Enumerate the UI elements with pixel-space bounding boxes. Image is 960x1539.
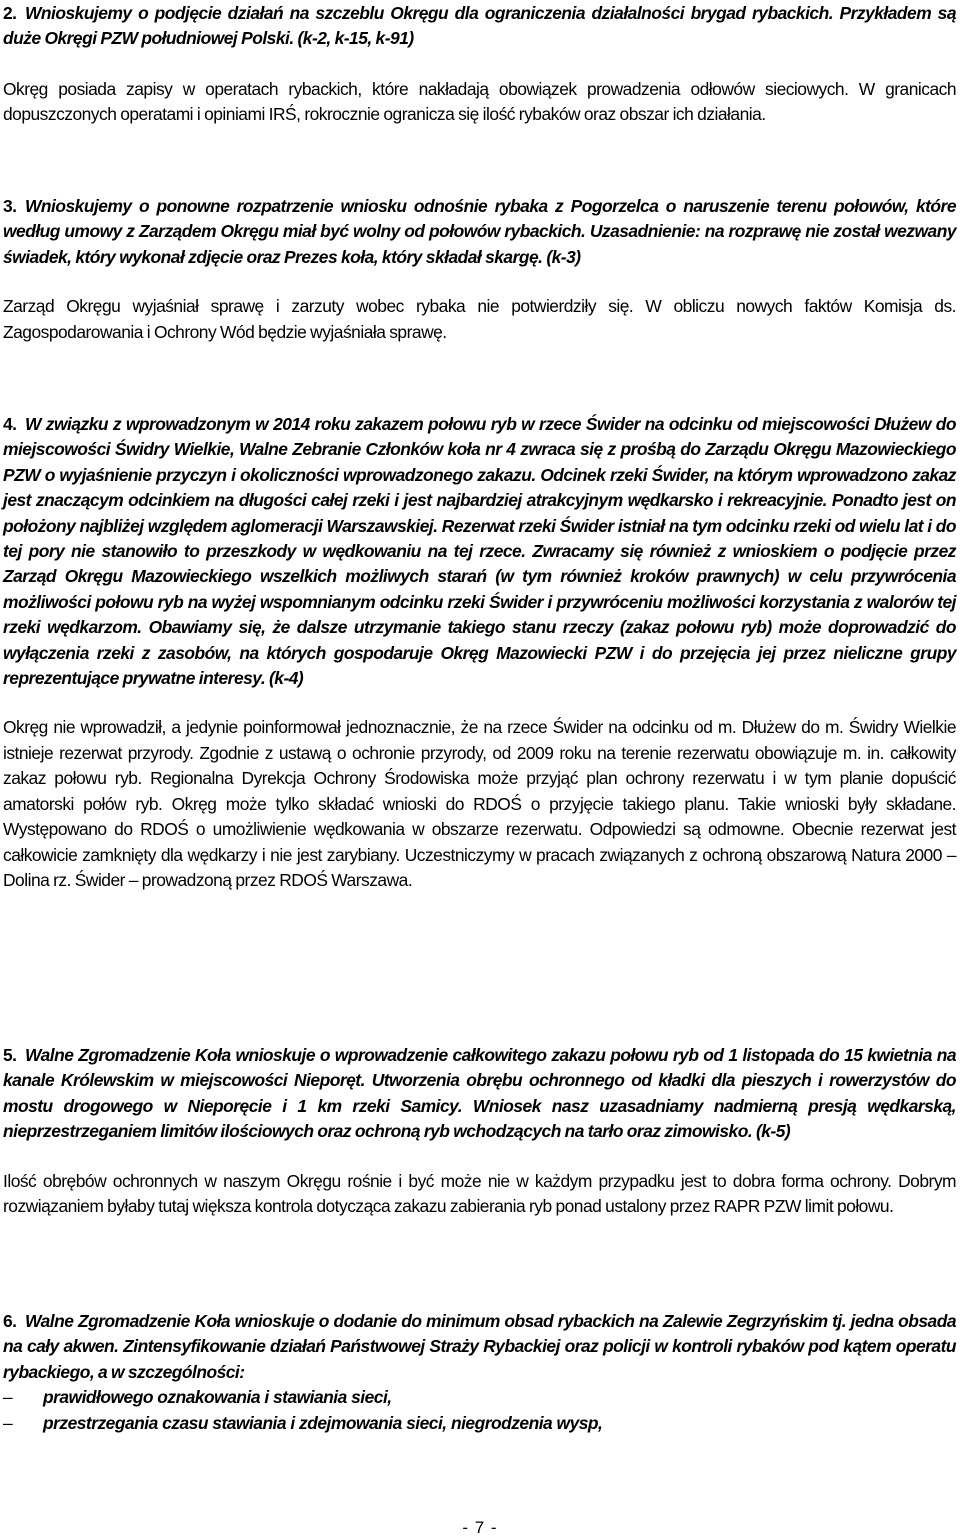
- item-4-number: 4.: [3, 414, 17, 434]
- item-5-heading: [3, 1043, 956, 1145]
- item-4-heading-text: W związku z wprowadzonym w 2014 roku zakazem połowu ryb w rzece Świder na odcinku od miejscowości Dłużew do miejscowości Świdry Wielkie, Walne Zebranie Członków koła nr 4 zwraca się z prośbą do Zarządu Okręgu Mazowieckiego PZW o wyjaśnienie przyczyn i okoliczności wprowadzonego zakazu. Odcinek rzeki Świder, na którym wprowadzono zakaz jest znaczącym odcinkiem na długości całej rzeki i jest najbardziej atrakcyjnym wędkarsko i rekreacyjnie. Ponadto jest on położony najbliżej względem aglomeracji Warszawskiej. Rezerwat rzeki Świder istniał na tym odcinku rzeki od wielu lat i do tej pory nie stanowiło to przeszkody w wędkowaniu na tej rzece. Zwracamy się również z wnioskiem o podjęcie przez Zarząd Okręgu Mazowieckiego wszelkich możliwych starań (w tym również kroków prawnych) w celu przywrócenia możliwości połowu ryb na wyżej wspomnianym odcinku rzeki Świder i przywróceniu możliwości korzystania z walorów tej rzeki wędkarzom. Obawiamy się, że dalsze utrzymanie takiego stanu rzeczy (zakaz połowu ryb) może doprowadzić do wyłączenia rzeki z zasobów, na których gospodaruje Okręg Mazowiecki PZW i do przejęcia jej przez nieliczne grupy reprezentujące prywatne interesy. (k-4): [3, 414, 956, 689]
- list-item: [3, 1411, 956, 1436]
- item-3-response: Zarząd Okręgu wyjaśniał sprawę i zarzuty wobec rybaka nie potwierdziły się. W obliczu nowych faktów Komisja ds. Zagospodarowania i Ochrony Wód będzie wyjaśniała sprawę.: [3, 296, 956, 342]
- item-5-heading-text: Walne Zgromadzenie Koła wnioskuje o wprowadzenie całkowitego zakazu połowu ryb od 1 listopada do 15 kwietnia na kanale Królewskim w miejscowości Nieporęt. Utworzenia obrębu ochronnego od kładki dla pieszych i rowerzystów do mostu drogowego w Nieporęcie i 1 km rzeki Samicy. Wniosek nasz uzasadniamy nadmierną presją wędkarską, nieprzestrzeganiem limitów ilościowych oraz ochroną ryb wchodzących na tarło oraz zimowisko. (k-5): [3, 1045, 956, 1142]
- item-5: [3, 1043, 956, 1219]
- item-4-response: Okręg nie wprowadził, a jedynie poinformował jednoznacznie, że na rzece Świder na odcinku od m. Dłużew do m. Świdry Wielkie istnieje rezerwat przyrody. Zgodnie z ustawą o ochronie przyrody, od 2009 roku na terenie rezerwatu obowiązuje m. in. całkowity zakaz połowu ryb. Regionalna Dyrekcja Ochrony Środowiska może przyjąć plan ochrony rezerwatu i w tym planie dopuścić amatorski połów ryb. Okręg może tylko składać wnioski do RDOŚ o przyjęcie takiego planu. Takie wnioski były składane. Występowano do RDOŚ o umożliwienie wędkowania w obszarze rezerwatu. Odpowiedzi są odmowne. Obecnie rezerwat jest całkowicie zamknięty dla wędkarzy i nie jest zarybiany. Uczestniczymy w pracach związanych z ochroną obszarową Natura 2000 – Dolina rz. Świder – prowadzoną przez RDOŚ Warszawa.: [3, 717, 956, 890]
- item-6: [3, 1309, 956, 1436]
- dash-marker: –: [3, 1387, 13, 1408]
- item-2-number: 2.: [3, 3, 17, 23]
- item-6-number: 6.: [3, 1311, 17, 1331]
- item-5-response: Ilość obrębów ochronnych w naszym Okręgu rośnie i być może nie w każdym przypadku jest to dobra forma ochrony. Dobrym rozwiązaniem byłaby tutaj większa kontrola dotycząca zakazu zabierania ryb ponad ustalony przez RAPR PZW limit połowu.: [3, 1170, 956, 1217]
- list-item-text: przestrzegania czasu stawiania i zdejmowania sieci, niegrodzenia wysp,: [43, 1412, 603, 1433]
- item-3-heading-text: Wnioskujemy o ponowne rozpatrzenie wniosku odnośnie rybaka z Pogorzelca o naruszenie terenu połowów, które według umowy z Zarządem Okręgu miał być wolny od połowów rybackich. Uzasadnienie: na rozprawę nie został wezwany świadek, który wykonał zdjęcie oraz Prezes koła, który składał skargę. (k-3): [3, 196, 956, 267]
- item-6-heading: [3, 1309, 956, 1385]
- item-3: [3, 194, 956, 345]
- item-2-response: Okręg posiada zapisy w operatach rybackich, które nakładają obowiązek prowadzenia odłowów sieciowych. W granicach dopuszczonych operatami i opiniami IRŚ, rokrocznie ogranicza się ilość rybaków oraz obszar ich działania.: [3, 78, 956, 125]
- item-2-heading: [3, 1, 956, 52]
- item-2: [3, 1, 956, 128]
- list-item: [3, 1385, 956, 1410]
- item-3-number: 3.: [3, 196, 17, 216]
- item-5-number: 5.: [3, 1045, 17, 1065]
- item-2-heading-text: Wnioskujemy o podjęcie działań na szczeblu Okręgu dla ograniczenia działalności brygad rybackich. Przykładem są duże Okręgi PZW południowej Polski. (k-2, k-15, k-91): [3, 3, 956, 49]
- list-item-text: prawidłowego oznakowania i stawiania sieci,: [43, 1387, 392, 1408]
- dash-marker: –: [3, 1412, 13, 1433]
- item-3-heading: [3, 194, 956, 270]
- item-4: [3, 412, 956, 893]
- page-number: - 7 -: [462, 1518, 498, 1537]
- item-6-bullet-list: [3, 1385, 956, 1436]
- item-4-heading: [3, 412, 956, 691]
- item-6-heading-text: Walne Zgromadzenie Koła wnioskuje o dodanie do minimum obsad rybackich na Zalewie Zegrzyńskim tj. jedna obsada na cały akwen. Zintensyfikowanie działań Państwowej Straży Rybackiej oraz policji w kontroli rybaków pod kątem operatu rybackiego, a w szczególności:: [3, 1311, 956, 1382]
